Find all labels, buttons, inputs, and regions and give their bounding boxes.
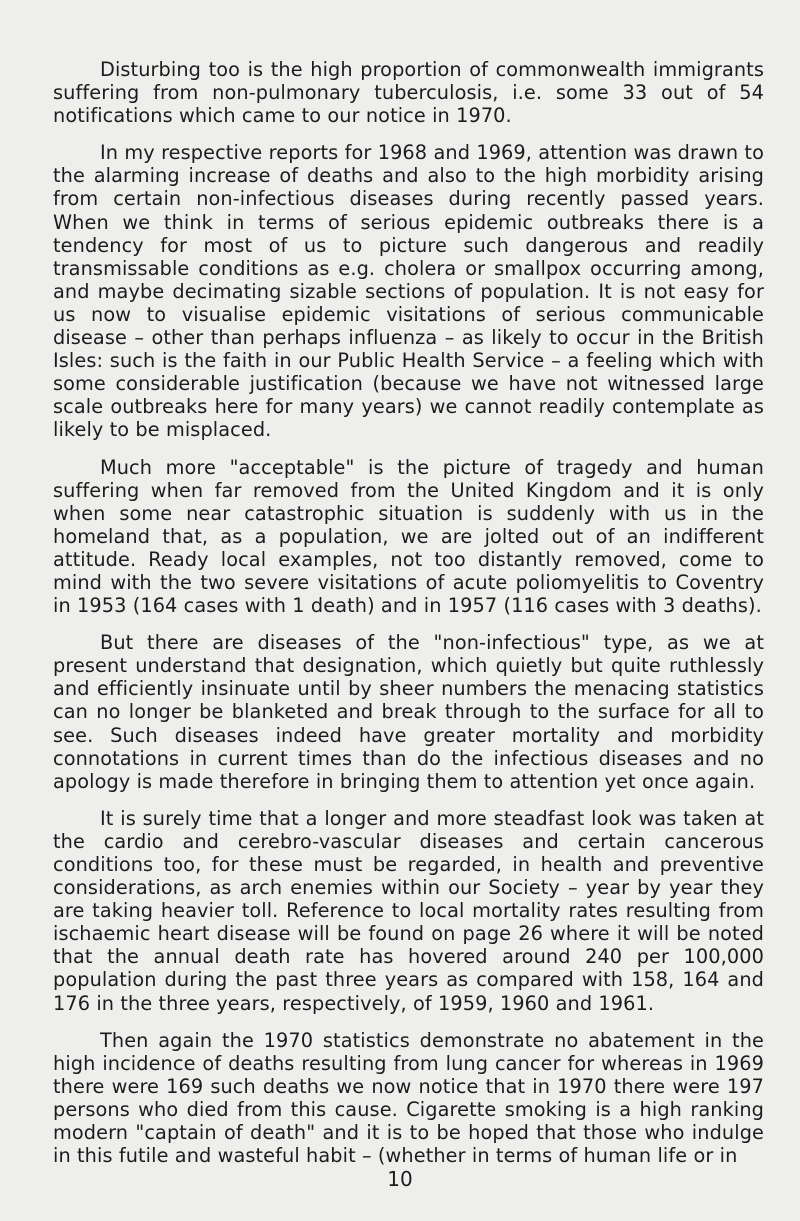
paragraph-5: It is surely time that a longer and more steadfast look was taken at the cardio and cerebro-vascular diseases and certain cancerous conditions too, for these must be regarded, in health and preventive considerations, as arch enemies within our Society – year by year they are taking heavier toll. Reference to local mortality rates resulting from ischaemic heart disease will be found on page 26 where it will be noted that the annual death rate has hovered around 240 per 100,000 population during the past three years as compared with 158, 164 and 176 in the three years, respectively, of 1959, 1960 and 1961. <box>53 806 764 1015</box>
paragraph-6: Then again the 1970 statistics demonstrate no abatement in the high incidence of deaths resulting from lung cancer for whereas in 1969 there were 169 such deaths we now notice that in 1970 there were 197 persons who died from this cause. Cigarette smoking is a high ranking modern "captain of death" and it is to be hoped that those who indulge in this futile and wasteful habit – (whether in terms of human life or in <box>53 1028 764 1168</box>
body-text <box>53 58 764 1181</box>
paragraph-1: Disturbing too is the high proportion of commonwealth immigrants suffering from non-pulmonary tuberculosis, i.e. some 33 out of 54 notifications which came to our notice in 1970. <box>53 58 764 128</box>
paragraph-3: Much more "acceptable" is the picture of tragedy and human suffering when far removed from the United Kingdom and it is only when some near catastrophic situation is suddenly with us in the homeland that, as a population, we are jolted out of an indifferent attitude. Ready local examples, not too distantly removed, come to mind with the two severe visitations of acute poliomyelitis to Coventry in 1953 (164 cases with 1 death) and in 1957 (116 cases with 3 deaths). <box>53 455 764 618</box>
paragraph-4: But there are diseases of the "non-infectious" type, as we at present understand that designation, which quietly but quite ruthlessly and efficiently insinuate until by sheer numbers the menacing statistics can no longer be blanketed and break through to the surface for all to see. Such diseases indeed have greater mortality and morbidity connotations in current times than do the infectious diseases and no apology is made therefore in bringing them to attention yet once again. <box>53 631 764 793</box>
page-number: 10 <box>387 1167 413 1191</box>
paragraph-2: In my respective reports for 1968 and 1969, attention was drawn to the alarming increase of deaths and also to the high morbidity arising from certain non-infectious diseases during recently passed years. When we think in terms of serious epidemic outbreaks there is a tendency for most of us to picture such dangerous and readily transmissable conditions as e.g. cholera or smallpox occurring among, and maybe decimating sizable sections of population. It is not easy for us now to visualise epidemic visitations of serious communicable disease – other than perhaps influenza – as likely to occur in the British Isles: such is the faith in our Public Health Service – a feeling which with some considerable justification (because we have not witnessed large scale outbreaks here for many years) we cannot readily contemplate as likely to be misplaced. <box>53 141 764 442</box>
